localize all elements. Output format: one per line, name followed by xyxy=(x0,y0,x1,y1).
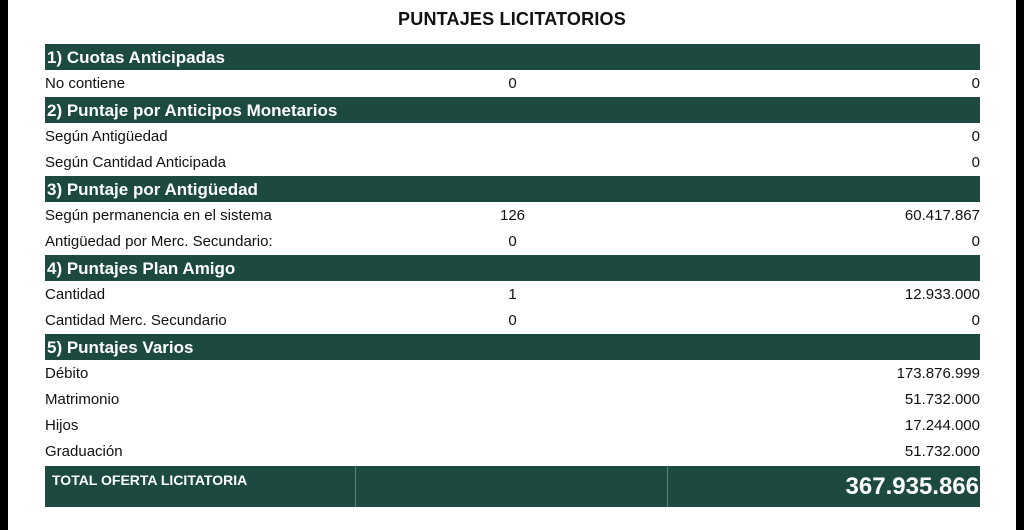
row-value: 12.933.000 xyxy=(904,286,980,303)
total-row xyxy=(45,466,980,507)
section-header-anticipos-monetarios: 2) Puntaje por Anticipos Monetarios xyxy=(45,97,980,124)
table-row xyxy=(45,439,980,465)
table-row xyxy=(45,203,980,229)
row-value: 51.732.000 xyxy=(904,443,980,460)
row-label: Según permanencia en el sistema xyxy=(45,207,272,224)
row-label: Cantidad xyxy=(45,286,106,303)
total-spacer-cell xyxy=(356,466,668,507)
row-label: Según Antigüedad xyxy=(45,128,168,145)
row-label: Débito xyxy=(45,365,89,382)
row-value: 0 xyxy=(971,233,980,250)
table-row xyxy=(45,124,980,150)
total-label: TOTAL OFERTA LICITATORIA xyxy=(45,466,356,507)
row-label: Graduación xyxy=(45,443,123,460)
section-header-antiguedad: 3) Puntaje por Antigüedad xyxy=(45,176,980,203)
page-title: PUNTAJES LICITATORIOS xyxy=(398,9,626,29)
row-label: Según Cantidad Anticipada xyxy=(45,154,226,171)
left-edge xyxy=(0,0,8,530)
section-header-plan-amigo: 4) Puntajes Plan Amigo xyxy=(45,255,980,282)
row-quantity: 0 xyxy=(508,312,517,329)
row-value: 0 xyxy=(971,128,980,145)
row-label: No contiene xyxy=(45,75,126,92)
row-label: Cantidad Merc. Secundario xyxy=(45,312,227,329)
row-label: Hijos xyxy=(45,417,79,434)
row-value: 51.732.000 xyxy=(904,391,980,408)
table-row xyxy=(45,282,980,308)
row-label: Matrimonio xyxy=(45,391,120,408)
row-value: 0 xyxy=(971,154,980,171)
table-row xyxy=(45,71,980,97)
table-row xyxy=(45,150,980,176)
section-header-cuotas-anticipadas: 1) Cuotas Anticipadas xyxy=(45,44,980,71)
row-value: 0 xyxy=(971,312,980,329)
right-edge xyxy=(1016,0,1024,530)
row-value: 17.244.000 xyxy=(904,417,980,434)
row-value: 60.417.867 xyxy=(904,207,980,224)
row-value: 173.876.999 xyxy=(896,365,980,382)
row-value: 0 xyxy=(971,75,980,92)
row-quantity: 0 xyxy=(508,75,517,92)
table-row xyxy=(45,413,980,439)
section-header-puntajes-varios: 5) Puntajes Varios xyxy=(45,334,980,361)
table-row xyxy=(45,387,980,413)
total-value: 367.935.866 xyxy=(845,473,979,500)
row-quantity: 1 xyxy=(508,286,517,303)
row-label: Antigüedad por Merc. Secundario: xyxy=(45,233,273,250)
row-quantity: 0 xyxy=(508,233,517,250)
table-row xyxy=(45,361,980,387)
row-quantity: 126 xyxy=(499,207,526,224)
table-row xyxy=(45,229,980,255)
scores-table xyxy=(45,44,980,507)
table-row xyxy=(45,308,980,334)
